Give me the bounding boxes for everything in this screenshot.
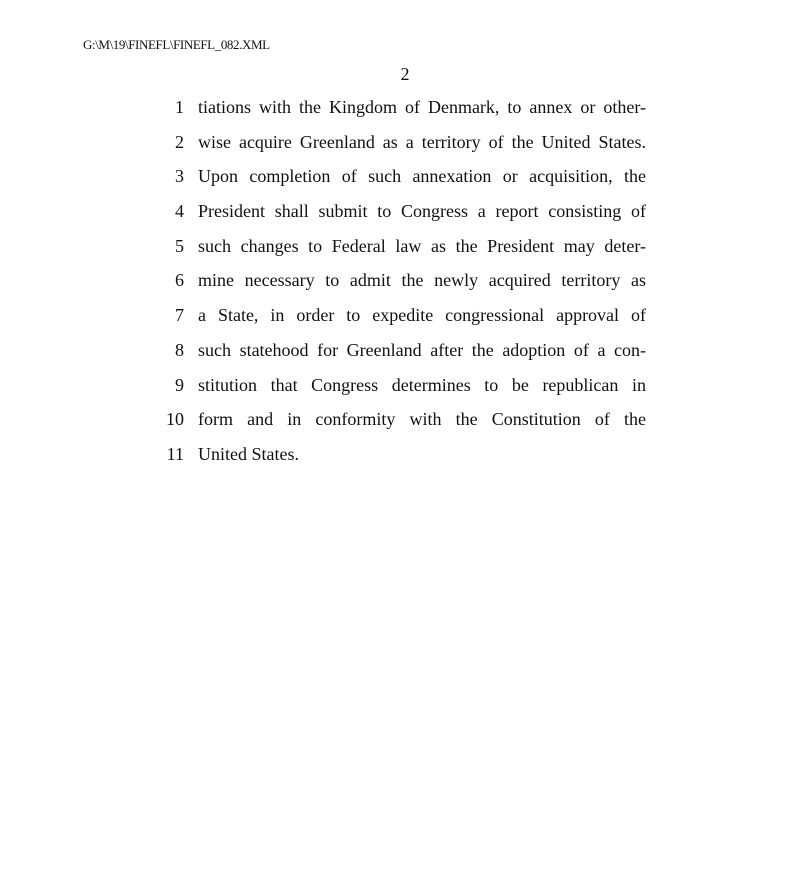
line-text: form and in conformity with the Constitution of the — [198, 409, 646, 430]
bill-line — [150, 229, 660, 264]
line-text: mine necessary to admit the newly acquired territory as — [198, 270, 646, 291]
bill-line — [150, 437, 660, 472]
bill-line — [150, 263, 660, 298]
line-number: 2 — [175, 131, 184, 152]
line-text: tiations with the Kingdom of Denmark, to annex or other- — [198, 97, 646, 117]
line-text: a State, in order to expedite congressional approval of — [198, 305, 646, 326]
line-number: 11 — [166, 443, 184, 464]
bill-text — [150, 90, 660, 472]
line-number: 1 — [175, 97, 184, 117]
line-text: wise acquire Greenland as a territory of the United States. — [198, 131, 646, 152]
bill-line — [150, 333, 660, 368]
line-text: such changes to Federal law as the President may deter- — [198, 235, 646, 256]
bill-line — [150, 159, 660, 194]
line-number: 9 — [175, 374, 184, 395]
bill-line — [150, 298, 660, 333]
bill-line — [150, 368, 660, 403]
line-text: United States. — [198, 443, 299, 464]
bill-line — [150, 125, 660, 160]
line-text: Upon completion of such annexation or acquisition, the — [198, 166, 646, 187]
file-path: G:\M\19\FINEFL\FINEFL_082.XML — [83, 37, 270, 52]
line-number: 10 — [166, 409, 184, 430]
line-number: 5 — [175, 235, 184, 256]
bill-line — [150, 402, 660, 437]
line-number: 8 — [175, 339, 184, 360]
page-number: 2 — [400, 64, 410, 84]
line-text: such statehood for Greenland after the adoption of a con- — [198, 339, 646, 360]
line-text: stitution that Congress determines to be republican in — [198, 374, 646, 395]
line-number: 6 — [175, 270, 184, 291]
bill-line — [150, 194, 660, 229]
line-number: 3 — [175, 166, 184, 187]
line-number: 4 — [175, 201, 184, 222]
line-text: President shall submit to Congress a report consisting of — [198, 201, 646, 222]
line-number: 7 — [175, 305, 184, 326]
bill-line — [150, 90, 660, 125]
